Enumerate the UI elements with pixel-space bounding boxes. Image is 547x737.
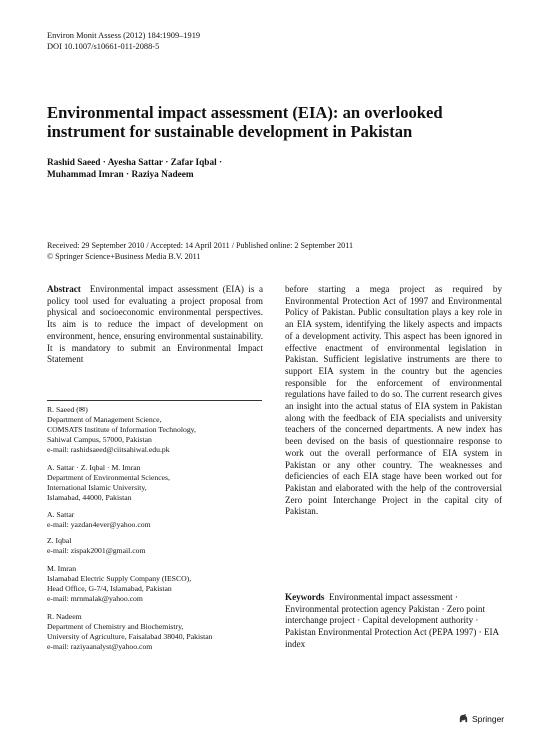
affiliation-line: Department of Environmental Sciences, <box>47 473 170 483</box>
affiliation-email[interactable]: e-mail: rashidsaeed@ciitsahiwal.edu.pk <box>47 445 170 455</box>
publisher-logo <box>458 713 504 724</box>
publication-dates <box>47 240 517 262</box>
affiliation-imran <box>47 564 277 604</box>
affiliation-sattar <box>47 510 277 530</box>
paper-title: Environmental impact assessment (EIA): an overlooked instrument for sustainable development in Pakistan <box>47 103 443 141</box>
affiliation-iqbal <box>47 536 277 556</box>
keywords-label: Keywords <box>285 592 325 602</box>
abstract-text-left: Environmental impact assessment (EIA) is a policy tool used for evaluating a project proposal from physical and socioeconomic environmental perspectives. Its aim is to reduce the impact of development on environment, hence, ensuring environmental sustainability. It is mandatory to submit an Environmental Impact Statement <box>47 284 263 365</box>
affiliation-line: Sahiwal Campus, 57000, Pakistan <box>47 435 152 445</box>
journal-header <box>47 30 200 52</box>
abstract-text-right: before starting a mega project as required by Environmental Protection Act of 1997 and Environmental Policy of Pakistan. Public consultation plays a key role in an EIA system, identifying the likely aspects and impacts of a development activity. This aspect has been ignored in effective enactment of environmental legislation in Pakistan. Sufficient legislative instruments are there to support EIA system in the country but the agencies responsible for the enforcement of environmental regulations have failed to do so. The current research gives an insight into the actual status of EIA system in Pakistan along with the feedback of EIA specialists and university teachers of the concerned departments. A new index has been devised on the basis of questionnaire response to work out the overall performance of EIA system in Pakistan or any other country. The weaknesses and deficiencies of each EIA stage have been worked out for Pakistan and elaborated with the help of the controversial Zero point Interchange Project in the capital city of Pakistan. <box>285 284 502 517</box>
springer-horse-icon <box>458 713 469 724</box>
affiliation-email[interactable]: e-mail: raziyaanalyst@yahoo.com <box>47 642 153 652</box>
copyright-line: © Springer Science+Business Media B.V. 2011 <box>47 252 201 261</box>
affiliation-email[interactable]: e-mail: zispak2001@gmail.com <box>47 546 146 556</box>
affiliation-department <box>47 463 277 503</box>
received-dates: Received: 29 September 2010 / Accepted: 14 April 2011 / Published online: 2 September 2011 <box>47 241 354 250</box>
abstract-left-column <box>47 284 263 366</box>
keywords-text: Environmental impact assessment · Environmental protection agency Pakistan · Zero point interchange project · Capital development authority · Pakistan Environmental Protection Act (PEPA 1997) · EIA index <box>285 592 499 649</box>
affiliation-nadeem <box>47 612 277 652</box>
affiliation-saeed <box>47 405 277 455</box>
affiliation-line: Islamabad, 44000, Pakistan <box>47 493 132 503</box>
publisher-name: Springer <box>472 713 505 724</box>
affiliation-line: R. Saeed (✉) <box>47 405 88 414</box>
affiliation-line: Z. Iqbal <box>47 536 72 545</box>
affiliation-line: R. Nadeem <box>47 612 82 621</box>
abstract-label: Abstract <box>47 284 81 294</box>
affiliation-line: M. Imran <box>47 564 77 573</box>
affiliation-line: University of Agriculture, Faisalabad 38040, Pakistan <box>47 632 213 642</box>
affiliation-line: A. Sattar · Z. Iqbal · M. Imran <box>47 463 141 472</box>
affiliation-line: Department of Chemistry and Biochemistry, <box>47 622 184 632</box>
affiliation-email[interactable]: e-mail: yazdan4ever@yahoo.com <box>47 520 151 530</box>
keywords-section <box>285 592 505 651</box>
abstract-right-column <box>285 284 502 518</box>
affiliation-line: International Islamic University, <box>47 483 147 493</box>
journal-doi: DOI 10.1007/s10661-011-2088-5 <box>47 42 160 51</box>
authors-line-1: Rashid Saeed · Ayesha Sattar · Zafar Iqbal · <box>47 158 223 168</box>
affiliation-email[interactable]: e-mail: mrnmalak@yahoo.com <box>47 594 143 604</box>
affiliation-line: Islamabad Electric Supply Company (IESCO), <box>47 574 192 584</box>
affiliation-line: Head Office, G-7/4, Islamabad, Pakistan <box>47 584 172 594</box>
journal-citation: Environ Monit Assess (2012) 184:1909–1919 <box>47 31 201 40</box>
affiliation-line: A. Sattar <box>47 510 75 519</box>
author-list <box>47 157 507 181</box>
footnote-divider <box>47 400 262 401</box>
affiliation-line: Department of Management Science, <box>47 415 162 425</box>
affiliation-line: COMSATS Institute of Information Technology, <box>47 425 196 435</box>
authors-line-2: Muhammad Imran · Raziya Nadeem <box>47 170 194 180</box>
